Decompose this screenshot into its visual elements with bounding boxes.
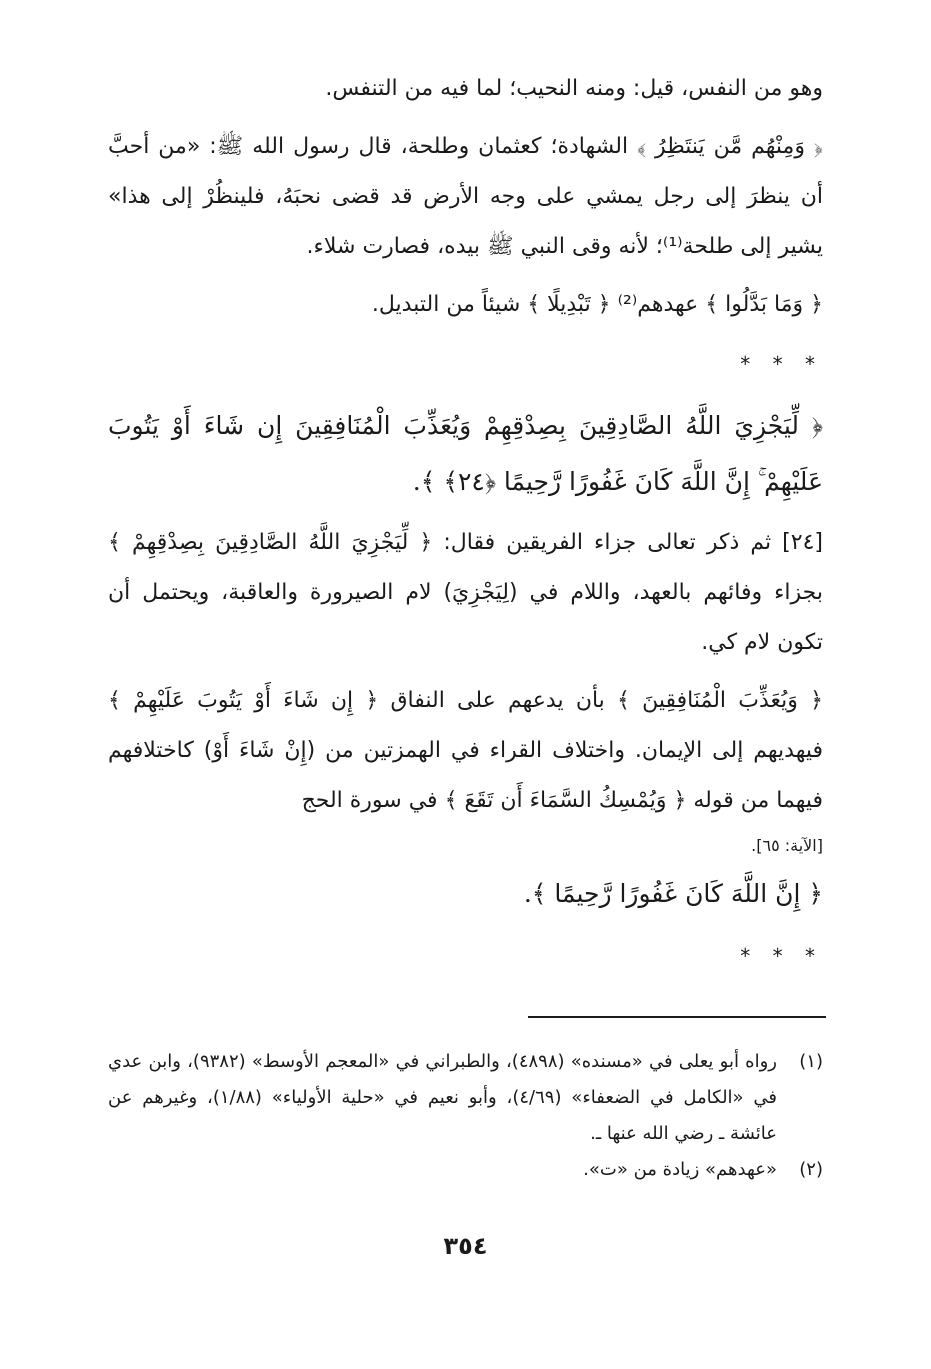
footnote-1 [108, 1044, 823, 1152]
footnotes [108, 1044, 823, 1188]
commentary-24-continued: ﴿ وَيُعَذِّبَ الْمُنَافِقِينَ ﴾ بأن يدعهم على النفاق ﴿ إِن شَاءَ أَوْ يَتُوبَ عَلَيْهِمْ ﴾ فيهديهم إلى الإيمان. واختلاف القراء في الهمزتين من (إِنْ شَاءَ أَوْ) كاختلافهم فيهما من قوله ﴿ وَيُمْسِكُ السَّمَاءَ أَن تَقَعَ ﴾ في سورة الحج [108, 688, 823, 813]
footnote-number: (١) [799, 1051, 823, 1072]
footnote-text: رواه أبو يعلى في «مسنده» (٤٨٩٨)، والطبراني في «المعجم الأوسط» (٩٣٨٢)، وابن عدي في «الكامل في الضعفاء» (٤/٦٩)، وأبو نعيم في «حلية الأولياء» (١/٨٨)، وغيرهم عن عائشة ـ رضي الله عنها ـ. [108, 1051, 777, 1144]
commentary-24: [٢٤] ثم ذكر تعالى جزاء الفريقين فقال: ﴿ لِّيَجْزِيَ اللَّهُ الصَّادِقِينَ بِصِدْقِهِمْ ﴾ بجزاء وفائهم بالعهد، واللام في (لِيَجْزِيَ) لام الصيرورة والعاقبة، ويحتمل أن تكون لام كي. [108, 530, 823, 655]
page-number: ٣٥٤ [443, 1232, 488, 1260]
section-separator-2: * * * [740, 944, 823, 968]
footnote-2 [108, 1152, 823, 1188]
footnote-number: (٢) [799, 1159, 823, 1180]
footnote-divider [528, 1016, 826, 1018]
main-text [108, 64, 823, 990]
verse-24: ﴿ لِّيَجْزِيَ اللَّهُ الصَّادِقِينَ بِصِدْقِهِمْ وَيُعَذِّبَ الْمُنَافِقِينَ إِن شَاءَ أَوْ يَتُوبَ عَلَيْهِمْ ۚ إِنَّ اللَّهَ كَانَ غَفُورًا رَّحِيمًا ﴿٢٤﴾ ﴾. [108, 411, 823, 496]
section-separator: * * * [740, 352, 823, 376]
paragraph-1: وهو من النفس، قيل: ومنه النحيب؛ لما فيه من التنفس. [325, 76, 823, 101]
footnote-text: «عهدهم» زيادة من «ت». [583, 1159, 777, 1180]
paragraph-3: ﴿ وَمَا بَدَّلُوا ﴾ عهدهم⁽²⁾ ﴿ تَبْدِيلًا ﴾ شيئاً من التبديل. [371, 292, 823, 317]
paragraph-2: ﴿ وَمِنْهُم مَّن يَنتَظِرُ ﴾ الشهادة؛ كعثمان وطلحة، قال رسول الله ﷺ: «من أحبَّ أن ينظرَ إلى رجل يمشي على وجه الأرض قد قضى نحبَهُ، فلينظُرْ إلى هذا» يشير إلى طلحة⁽¹⁾؛ لأنه وقى النبي ﷺ بيده، فصارت شلاء. [108, 134, 823, 259]
closing-verse: ﴿ إِنَّ اللَّهَ كَانَ غَفُورًا رَّحِيمًا ﴾. [523, 879, 823, 908]
verse-reference: [الآية: ٦٥]. [751, 836, 823, 855]
